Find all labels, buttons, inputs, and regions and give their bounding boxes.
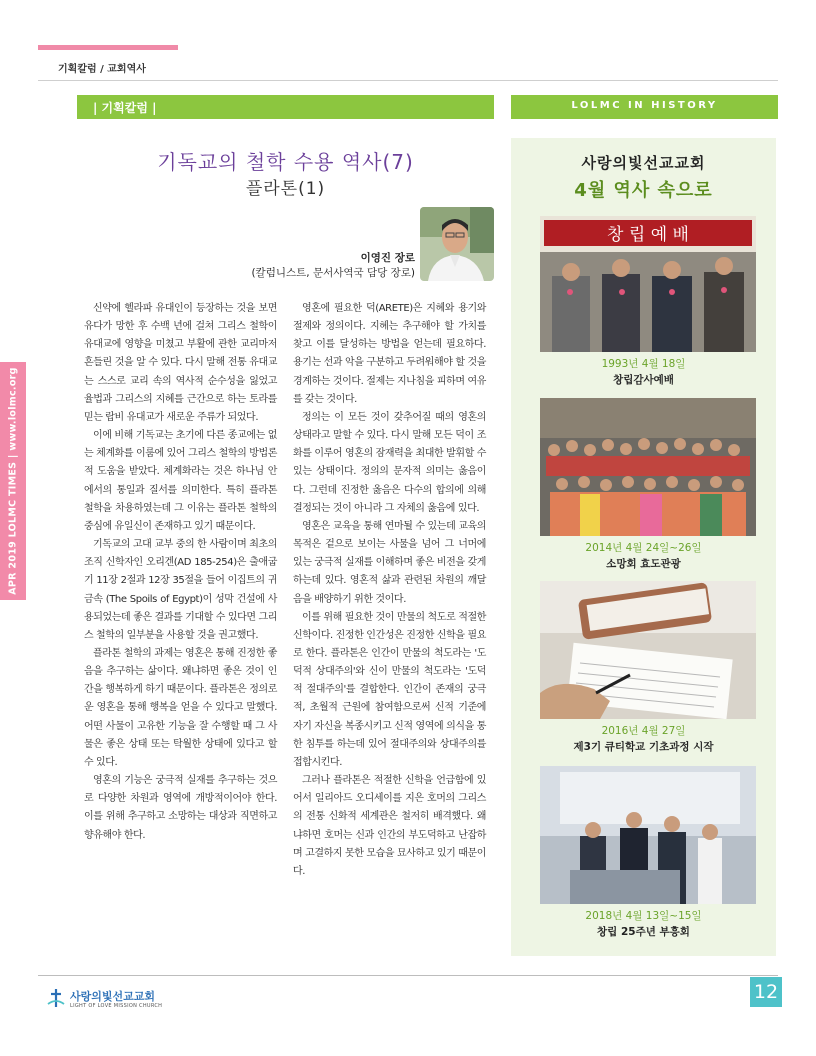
church-logo-icon <box>46 988 66 1008</box>
history-banner <box>511 95 778 119</box>
history-date-4: 2018년 4월 13일~15일 <box>585 910 702 922</box>
paragraph: 이를 위해 필요한 것이 만물의 척도로 적절한 신학이다. 진정한 인간성은 진정한 신학을 필요로 한다. 플라톤은 인간이 만물의 척도라는 '도덕적 상대주의'와 신이 만물의 척도라는 '도덕적 절대주의'를 결합한다. 인간이 존재의 궁극적, 초월적 근원에 참여함으로써 신적 기준에 자기 자신을 복종시키고 신적 영역에 의식을 통한 침투를 하는데 있어 절대주의와 상대주의를 접합시킨다. <box>293 611 486 768</box>
author-photo <box>420 207 494 281</box>
paragraph: 정의는 이 모든 것이 갖추어질 때의 영혼의 상태라고 말할 수 있다. 다시 말해 모든 덕이 조화를 이루어 영혼의 잠재력을 최대한 발휘할 수 있는 상태이다. 정의의 문자적 의미는 옳음이다. 그런데 진정한 옳음은 다수의 합의에 의해 결정되는 것이 아니라 그 자체의 옳음에 있다. <box>293 411 486 514</box>
side-issue-tab <box>0 362 26 600</box>
paragraph: 그러나 플라톤은 적절한 신학을 언급함에 있어서 일리아드 오디세이를 지은 호머의 그리스의 전통 신화적 세계관은 철저히 배격했다. 왜냐하면 호머는 신과 인간의 부도덕하고 난잡하며 고결하지 못한 모습을 묘사하고 있기 때문이다. <box>293 775 486 877</box>
history-photo-seniors-trip <box>540 398 756 536</box>
article-title: 기독교의 철학 수용 역사(7) <box>157 150 414 174</box>
author-name: 이영진 장로 <box>360 252 415 264</box>
history-photo-founding-service <box>540 216 756 352</box>
paragraph: 이에 비해 기독교는 초기에 다른 종교에는 없는 체계화를 이룸에 있어 그리스 철학의 방법론적 도움을 받았다. 체계화라는 것은 하나님 안에서의 통일과 질서를 의미한다. 특히 플라톤 철학을 차용하였는데 그 이유는 플라톤 철학의 중심에 유일신이 존재하고 있기 때문이다. <box>84 430 277 532</box>
paragraph: 영혼은 교육을 통해 연마될 수 있는데 교육의 목적은 겉으로 보이는 사물을 넘어 그 너머에 있는 궁극적 실재를 이해하며 좋은 비전을 갖게 하는데 있다. 영혼적 삶과 관련된 차원의 깨달음을 배양하기 위한 것이다. <box>293 520 486 605</box>
history-date-1: 1993년 4월 18일 <box>601 358 686 370</box>
history-date-2: 2014년 4월 24일~26일 <box>585 542 702 554</box>
section-breadcrumb: 기획칼럼 / 교회역사 <box>58 64 146 75</box>
church-logo-name: 사랑의빛선교교회 <box>70 990 156 1003</box>
article-body-column-1 <box>84 300 277 845</box>
paragraph: 기독교의 고대 교부 중의 한 사람이며 최초의 조직 신학자인 오리겐(AD 185-254)은 출애굽기 11장 2절과 12장 35절을 들어 이집트의 귀금속 (The Spoils of Egypt)이 성막 건설에 사용되었는데 좋은 결과를 기대할 수 있다면 그리스 철학의 일부분을 사용할 것을 권고했다. <box>84 539 277 641</box>
history-banner-label: LOLMC IN HISTORY <box>571 100 718 111</box>
church-logo-english: LIGHT OF LOVE MISSION CHURCH <box>70 1003 163 1009</box>
history-caption-2: 소망회 효도관광 <box>606 558 681 570</box>
side-issue-text: APR 2019 LOLMC TIMES | www.lolmc.org <box>7 367 19 595</box>
column-category-label: | 기획칼럼 | <box>93 101 157 115</box>
history-caption-3: 제3기 큐티학교 기초과정 시작 <box>573 741 714 753</box>
paragraph: 플라톤 철학의 과제는 영혼은 통해 진정한 좋음을 추구하는 삶이다. 왜냐하면 좋은 것이 인간을 행복하게 하기 때문이다. 플라톤은 정의로운 영혼을 통해 행복을 얻을 수 있다고 말했다. 어떤 사물이 고유한 기능을 잘 수행할 때 그 사물은 좋은 상태 또는 탁월한 상태에 있다고 할 수 있다. <box>84 647 277 768</box>
author-role: (칼럼니스트, 문서사역국 담당 장로) <box>251 267 415 279</box>
history-caption-1: 창립감사예배 <box>613 374 674 386</box>
article-subtitle: 플라톤(1) <box>245 179 326 199</box>
paragraph: 영혼에 필요한 덕(ARETE)은 지혜와 용기와 절제와 정의이다. 지혜는 추구해야 할 가치를 찾고 이를 달성하는 방법을 얻는데 필요하다. 용기는 선과 악을 구분하고 두려워해야 할 것을 경계하는 것이다. 절제는 지나침을 피하며 여유를 갖는 것이다. <box>293 303 486 405</box>
article-body-column-2 <box>293 300 486 881</box>
page-number: 12 <box>750 977 782 1007</box>
footer-divider <box>38 975 778 976</box>
founding-banner-sign: 창 립 예 배 <box>607 225 689 245</box>
history-panel <box>511 138 776 956</box>
paragraph: 영혼의 기능은 궁극적 실재를 추구하는 것으로 다양한 차원과 영역에 개방적이어야 한다. 이를 위해 추구하고 소망하는 대상과 직면하고 향유해야 한다. <box>84 775 277 841</box>
history-photo-revival <box>540 766 756 904</box>
paragraph: 신약에 헬라파 유대인이 등장하는 것을 보면 유다가 망한 후 수백 년에 걸쳐 그리스 철학이 유대교에 영향을 미쳤고 부활에 관한 교리마저 흔들린 것을 알 수 있다. 다시 말해 전통 유대교는 스스로 교리 속의 역사적 순수성을 잃었고 율법과 그리스의 지혜를 근간으로 하는 토라를 믿는 랍비 유대교가 새로운 주류가 되었다. <box>84 303 277 423</box>
history-title-month: 4월 역사 속으로 <box>574 180 713 201</box>
column-category-banner <box>77 95 494 119</box>
history-caption-4: 창립 25주년 부흥회 <box>597 926 690 938</box>
history-title-church: 사랑의빛선교교회 <box>581 154 706 172</box>
top-accent-bar <box>38 45 178 50</box>
history-date-3: 2016년 4월 27일 <box>601 725 686 737</box>
history-photo-qt-school <box>540 581 756 719</box>
header-divider <box>38 80 778 81</box>
